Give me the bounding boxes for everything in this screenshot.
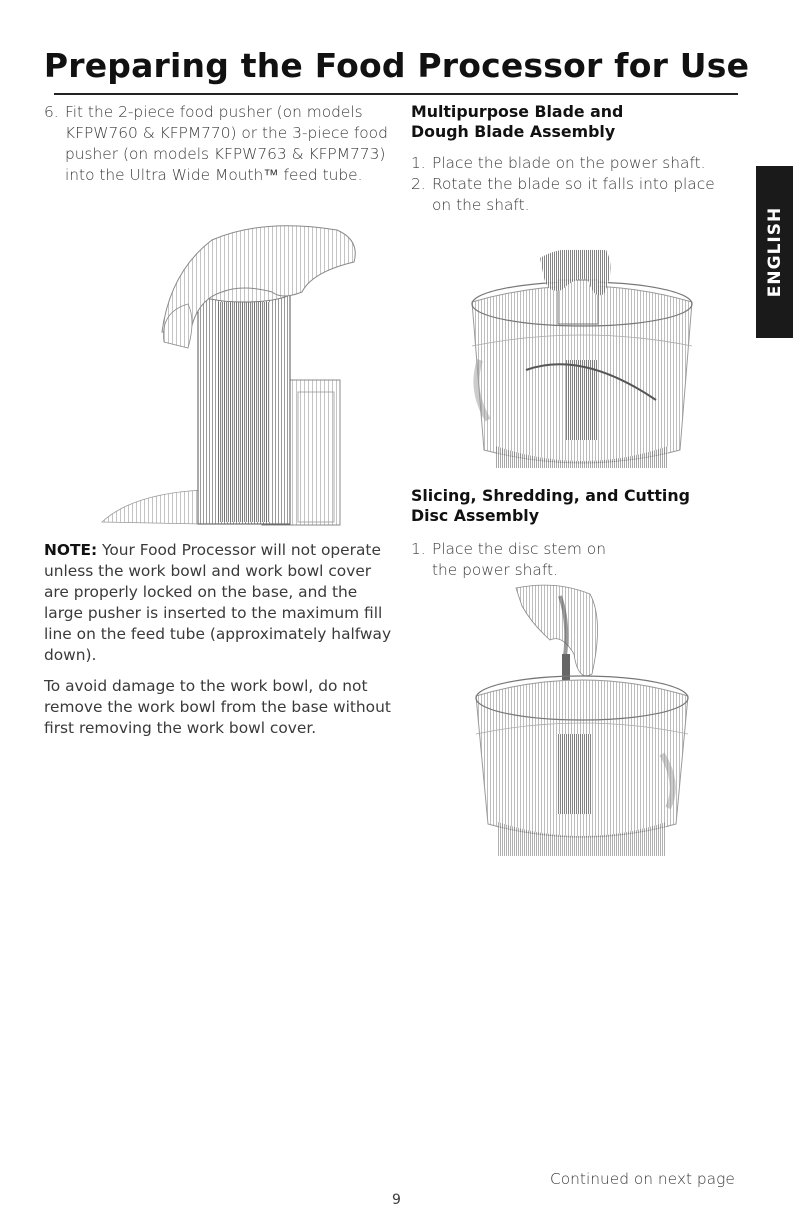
section-disc-assembly [411,486,736,581]
step-list-pusher [44,102,394,186]
section-heading-disc-line2: Disc Assembly [411,506,540,525]
step-6 [44,102,394,186]
note-block [44,540,394,739]
section-heading-blade-line2: Dough Blade Assembly [411,122,616,141]
step-number: 1. [411,540,426,558]
left-column [44,102,394,186]
step-text: Fit the 2-piece food pusher (on models KFPW760 & KFPM770) or the 3-piece food pusher (on models KFPW763 & KFPM773) into the Ultra Wide Mouth™ feed tube. [65,103,388,184]
step-number: 6. [44,103,59,121]
step-text: Place the disc stem on the power shaft. [432,540,606,579]
language-tab-label: ENGLISH [764,206,785,298]
step-list-blade [411,153,736,216]
step-number: 2. [411,175,426,193]
step-number: 1. [411,154,426,172]
page-number: 9 [392,1192,401,1208]
blade-assembly-illustration [466,250,698,468]
section-heading-blade-line1: Multipurpose Blade and [411,102,624,121]
disc-step-1 [411,539,736,581]
continued-note: Continued on next page [550,1170,735,1188]
page-title: Preparing the Food Processor for Use [43,46,750,85]
warning-paragraph: To avoid damage to the work bowl, do not remove the work bowl from the base without first removing the work bowl cover. [44,677,391,737]
section-blade-assembly [411,102,736,216]
figure-disc-on-shaft [466,584,698,856]
note-paragraph [44,540,394,666]
blade-step-1 [411,153,736,174]
figure-blade-on-shaft [466,250,698,468]
blade-step-2 [411,174,736,216]
note-text: Your Food Processor will not operate unless the work bowl and work bowl cover are properly locked on the base, and the large pusher is inserted to the maximum fill line on the feed tube (approximately halfway down). [44,541,392,664]
language-tab [756,166,793,338]
figure-food-pusher [92,222,392,532]
section-heading-disc-line1: Slicing, Shredding, and Cutting [411,486,690,505]
disc-assembly-illustration [466,584,698,856]
food-pusher-illustration [92,222,392,532]
title-rule [54,93,738,95]
step-text: Rotate the blade so it falls into place on the shaft. [432,175,715,214]
note-label: NOTE: [44,541,98,559]
step-list-disc [411,539,736,581]
step-text: Place the blade on the power shaft. [432,154,706,172]
